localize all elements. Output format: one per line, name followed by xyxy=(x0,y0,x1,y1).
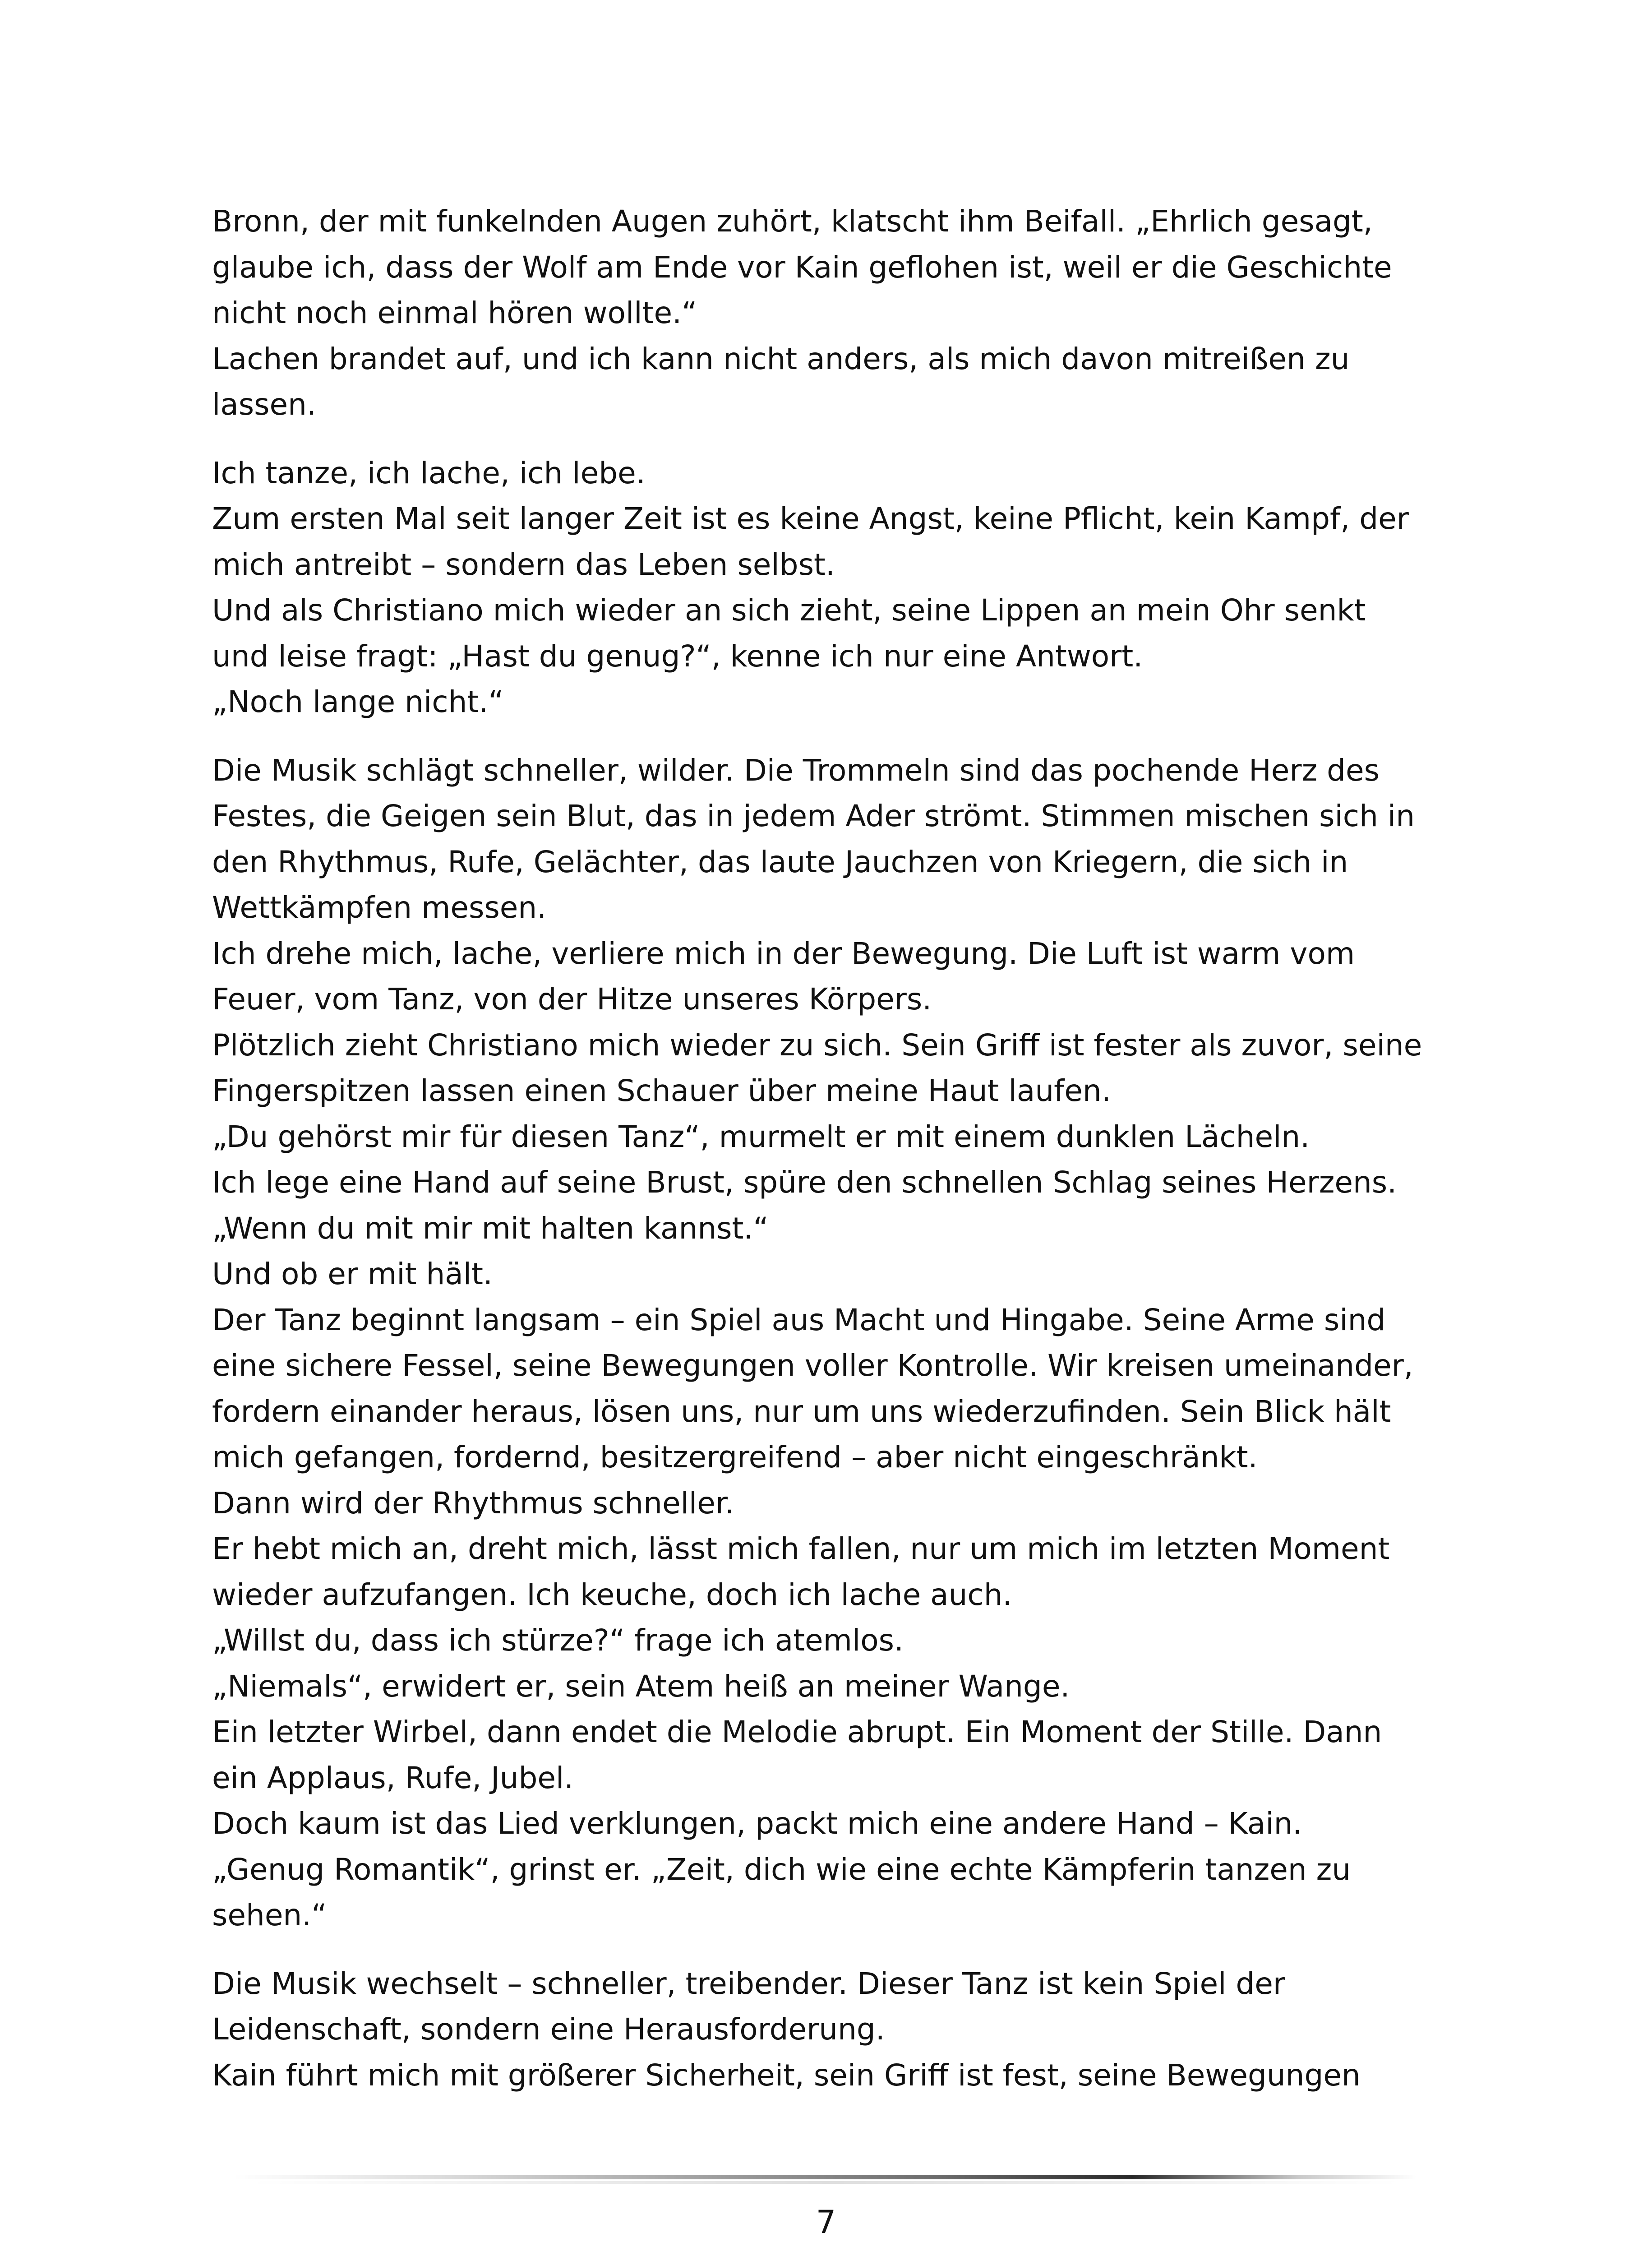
text-line: eine sichere Fessel, seine Bewegungen voller Kontrolle. Wir kreisen umeinander, xyxy=(212,1348,1413,1383)
paragraph xyxy=(212,199,1475,428)
paragraph xyxy=(212,450,1475,725)
text-line: Er hebt mich an, dreht mich, lässt mich fallen, nur um mich im letzten Moment xyxy=(212,1531,1390,1566)
paragraph-gap xyxy=(212,725,1475,748)
text-line: Und ob er mit hält. xyxy=(212,1257,493,1291)
text-line: „Noch lange nicht.“ xyxy=(212,684,504,719)
paragraph xyxy=(212,1961,1475,2099)
text-line: „Genug Romantik“, grinst er. „Zeit, dich wie eine echte Kämpferin tanzen zu xyxy=(212,1852,1351,1887)
text-line: ein Applaus, Rufe, Jubel. xyxy=(212,1760,574,1795)
text-line: „Niemals“, erwidert er, sein Atem heiß an meiner Wange. xyxy=(212,1669,1070,1704)
text-line: „Wenn du mit mir mit halten kannst.“ xyxy=(212,1211,769,1246)
text-line: Festes, die Geigen sein Blut, das in jedem Ader strömt. Stimmen mischen sich in xyxy=(212,799,1415,833)
footer-divider xyxy=(235,2175,1417,2179)
text-line: den Rhythmus, Rufe, Gelächter, das laute Jauchzen von Kriegern, die sich in xyxy=(212,844,1348,879)
text-line: Lachen brandet auf, und ich kann nicht anders, als mich davon mitreißen zu xyxy=(212,341,1350,376)
paragraph-gap xyxy=(212,1938,1475,1961)
text-line: mich gefangen, fordernd, besitzergreifend – aber nicht eingeschränkt. xyxy=(212,1440,1258,1475)
text-line: wieder aufzufangen. Ich keuche, doch ich lache auch. xyxy=(212,1577,1012,1612)
paragraph-gap xyxy=(212,428,1475,450)
text-line: Fingerspitzen lassen einen Schauer über meine Haut laufen. xyxy=(212,1073,1111,1108)
text-line: Bronn, der mit funkelnden Augen zuhört, klatscht ihm Beifall. „Ehrlich gesagt, xyxy=(212,204,1373,239)
text-line: Leidenschaft, sondern eine Herausforderung. xyxy=(212,2012,885,2047)
text-line: Kain führt mich mit größerer Sicherheit, sein Griff ist fest, seine Bewegungen xyxy=(212,2057,1361,2093)
text-line: „Du gehörst mir für diesen Tanz“, murmelt er mit einem dunklen Lächeln. xyxy=(212,1119,1310,1154)
text-line: Feuer, vom Tanz, von der Hitze unseres Körpers. xyxy=(212,982,932,1017)
text-line: mich antreibt – sondern das Leben selbst. xyxy=(212,547,835,582)
text-line: nicht noch einmal hören wollte.“ xyxy=(212,296,697,330)
text-line: Plötzlich zieht Christiano mich wieder zu sich. Sein Griff ist fester als zuvor, seine xyxy=(212,1027,1422,1063)
text-line: Zum ersten Mal seit langer Zeit ist es keine Angst, keine Pflicht, kein Kampf, der xyxy=(212,501,1409,536)
text-line: glaube ich, dass der Wolf am Ende vor Kain geflohen ist, weil er die Geschichte xyxy=(212,250,1392,285)
text-line: fordern einander heraus, lösen uns, nur um uns wiederzufinden. Sein Blick hält xyxy=(212,1394,1391,1429)
page-number: 7 xyxy=(816,2204,836,2241)
text-line: Die Musik schlägt schneller, wilder. Die Trommeln sind das pochende Herz des xyxy=(212,753,1380,788)
text-line: Dann wird der Rhythmus schneller. xyxy=(212,1485,734,1521)
text-line: Ein letzter Wirbel, dann endet die Melodie abrupt. Ein Moment der Stille. Dann xyxy=(212,1715,1382,1749)
text-line: Doch kaum ist das Lied verklungen, packt mich eine andere Hand – Kain. xyxy=(212,1806,1302,1841)
text-line: sehen.“ xyxy=(212,1898,327,1932)
text-line: Ich tanze, ich lache, ich lebe. xyxy=(212,455,646,490)
text-line: Ich lege eine Hand auf seine Brust, spüre den schnellen Schlag seines Herzens. xyxy=(212,1165,1397,1200)
text-line: Und als Christiano mich wieder an sich zieht, seine Lippen an mein Ohr senkt xyxy=(212,593,1366,628)
paragraph xyxy=(212,748,1475,1938)
text-line: „Willst du, dass ich stürze?“ frage ich atemlos. xyxy=(212,1623,904,1658)
text-line: lassen. xyxy=(212,387,316,422)
text-line: Ich drehe mich, lache, verliere mich in der Bewegung. Die Luft ist warm vom xyxy=(212,936,1355,971)
body-text xyxy=(212,199,1475,2098)
text-line: und leise fragt: „Hast du genug?“, kenne ich nur eine Antwort. xyxy=(212,638,1143,674)
footer-divider-shadow xyxy=(253,2181,1398,2184)
text-line: Die Musik wechselt – schneller, treibender. Dieser Tanz ist kein Spiel der xyxy=(212,1966,1286,2001)
text-line: Wettkämpfen messen. xyxy=(212,890,547,925)
text-line: Der Tanz beginnt langsam – ein Spiel aus Macht und Hingabe. Seine Arme sind xyxy=(212,1302,1386,1337)
